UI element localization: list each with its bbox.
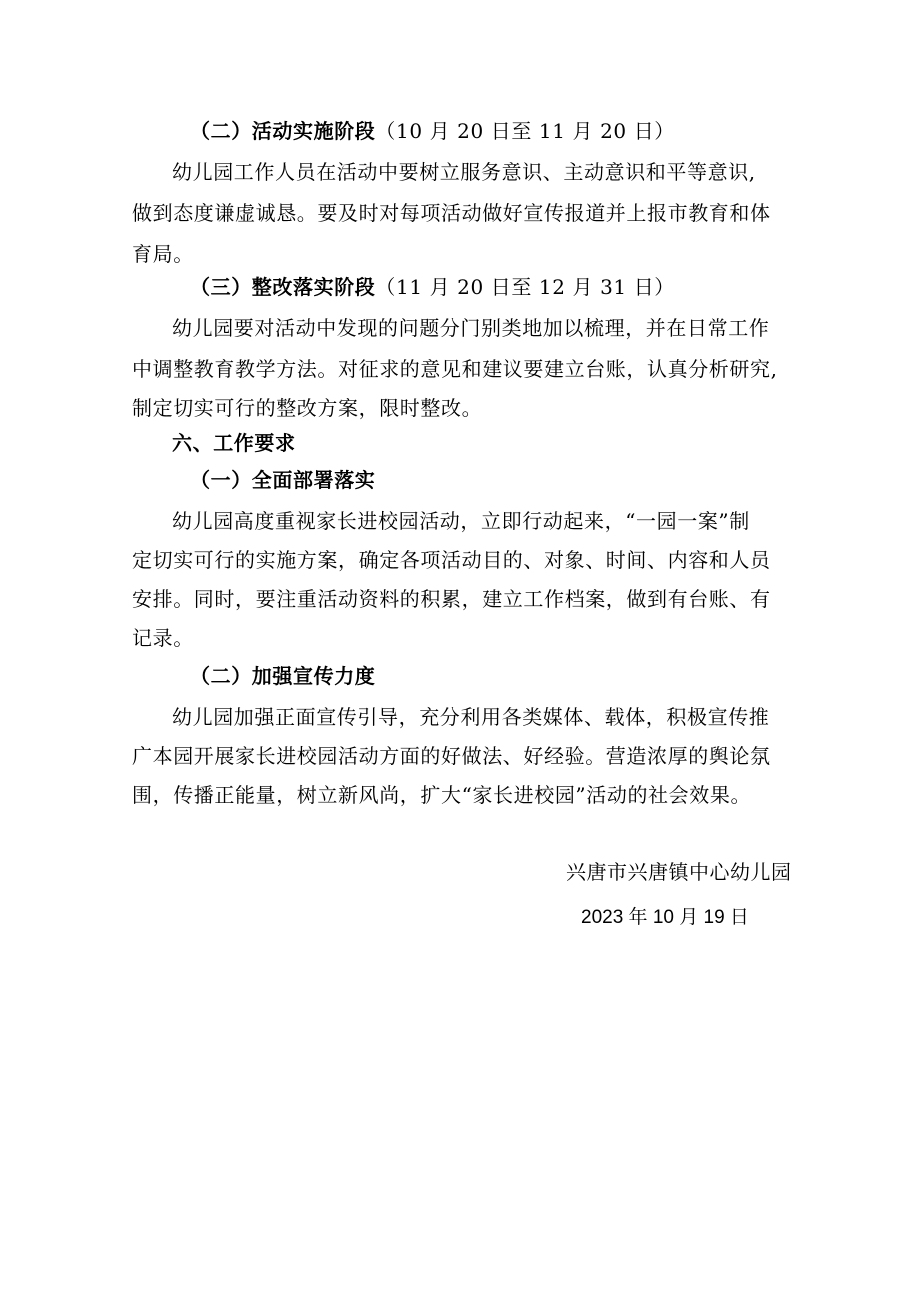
paragraph-line: 围，传播正能量，树立新风尚，扩大“家长进校园”活动的社会效果。 <box>132 783 752 807</box>
paragraph-line: 幼儿园高度重视家长进校园活动，立即行动起来，“一园一案”制 <box>172 509 750 533</box>
paragraph-line: 广本园开展家长进校园活动方面的好做法、好经验。营造浓厚的舆论氛 <box>132 744 771 768</box>
signature-organization: 兴唐市兴唐镇中心幼儿园 <box>566 860 792 884</box>
part-heading-requirements: 六、工作要求 <box>172 431 296 455</box>
paragraph-line: 定切实可行的实施方案，确定各项活动目的、对象、时间、内容和人员 <box>132 548 771 572</box>
section-heading-implementation-range: （10 月 20 日至 11 月 20 日） <box>375 119 675 143</box>
subheading-deployment: （一）全面部署落实 <box>190 468 376 492</box>
paragraph-line: 做到态度谦虚诚恳。要及时对每项活动做好宣传报道并上报市教育和体 <box>132 201 771 225</box>
paragraph-line: 记录。 <box>132 626 194 650</box>
paragraph-line: 幼儿园工作人员在活动中要树立服务意识、主动意识和平等意识, <box>172 160 756 184</box>
section-heading-implementation-title: （二）活动实施阶段 <box>190 119 376 143</box>
paragraph-line: 中调整教育教学方法。对征求的意见和建议要建立台账，认真分析研究, <box>132 357 778 381</box>
paragraph-line: 幼儿园要对活动中发现的问题分门别类地加以梳理，并在日常工作 <box>172 316 770 340</box>
section-heading-rectification-range: （11 月 20 日至 12 月 31 日） <box>375 275 675 299</box>
section-heading-rectification-title: （三）整改落实阶段 <box>190 275 376 299</box>
signature-date: 2023 年 10 月 19 日 <box>581 907 749 928</box>
paragraph-line: 制定切实可行的整改方案，限时整改。 <box>132 396 483 420</box>
subheading-publicity: （二）加强宣传力度 <box>190 664 376 688</box>
paragraph-line: 安排。同时，要注重活动资料的积累，建立工作档案，做到有台账、有 <box>132 587 771 611</box>
paragraph-line: 育局。 <box>132 242 194 266</box>
paragraph-line: 幼儿园加强正面宣传引导，充分利用各类媒体、载体，积极宣传推 <box>172 705 770 729</box>
section-heading-rectification <box>190 273 675 301</box>
section-heading-implementation <box>190 117 675 145</box>
